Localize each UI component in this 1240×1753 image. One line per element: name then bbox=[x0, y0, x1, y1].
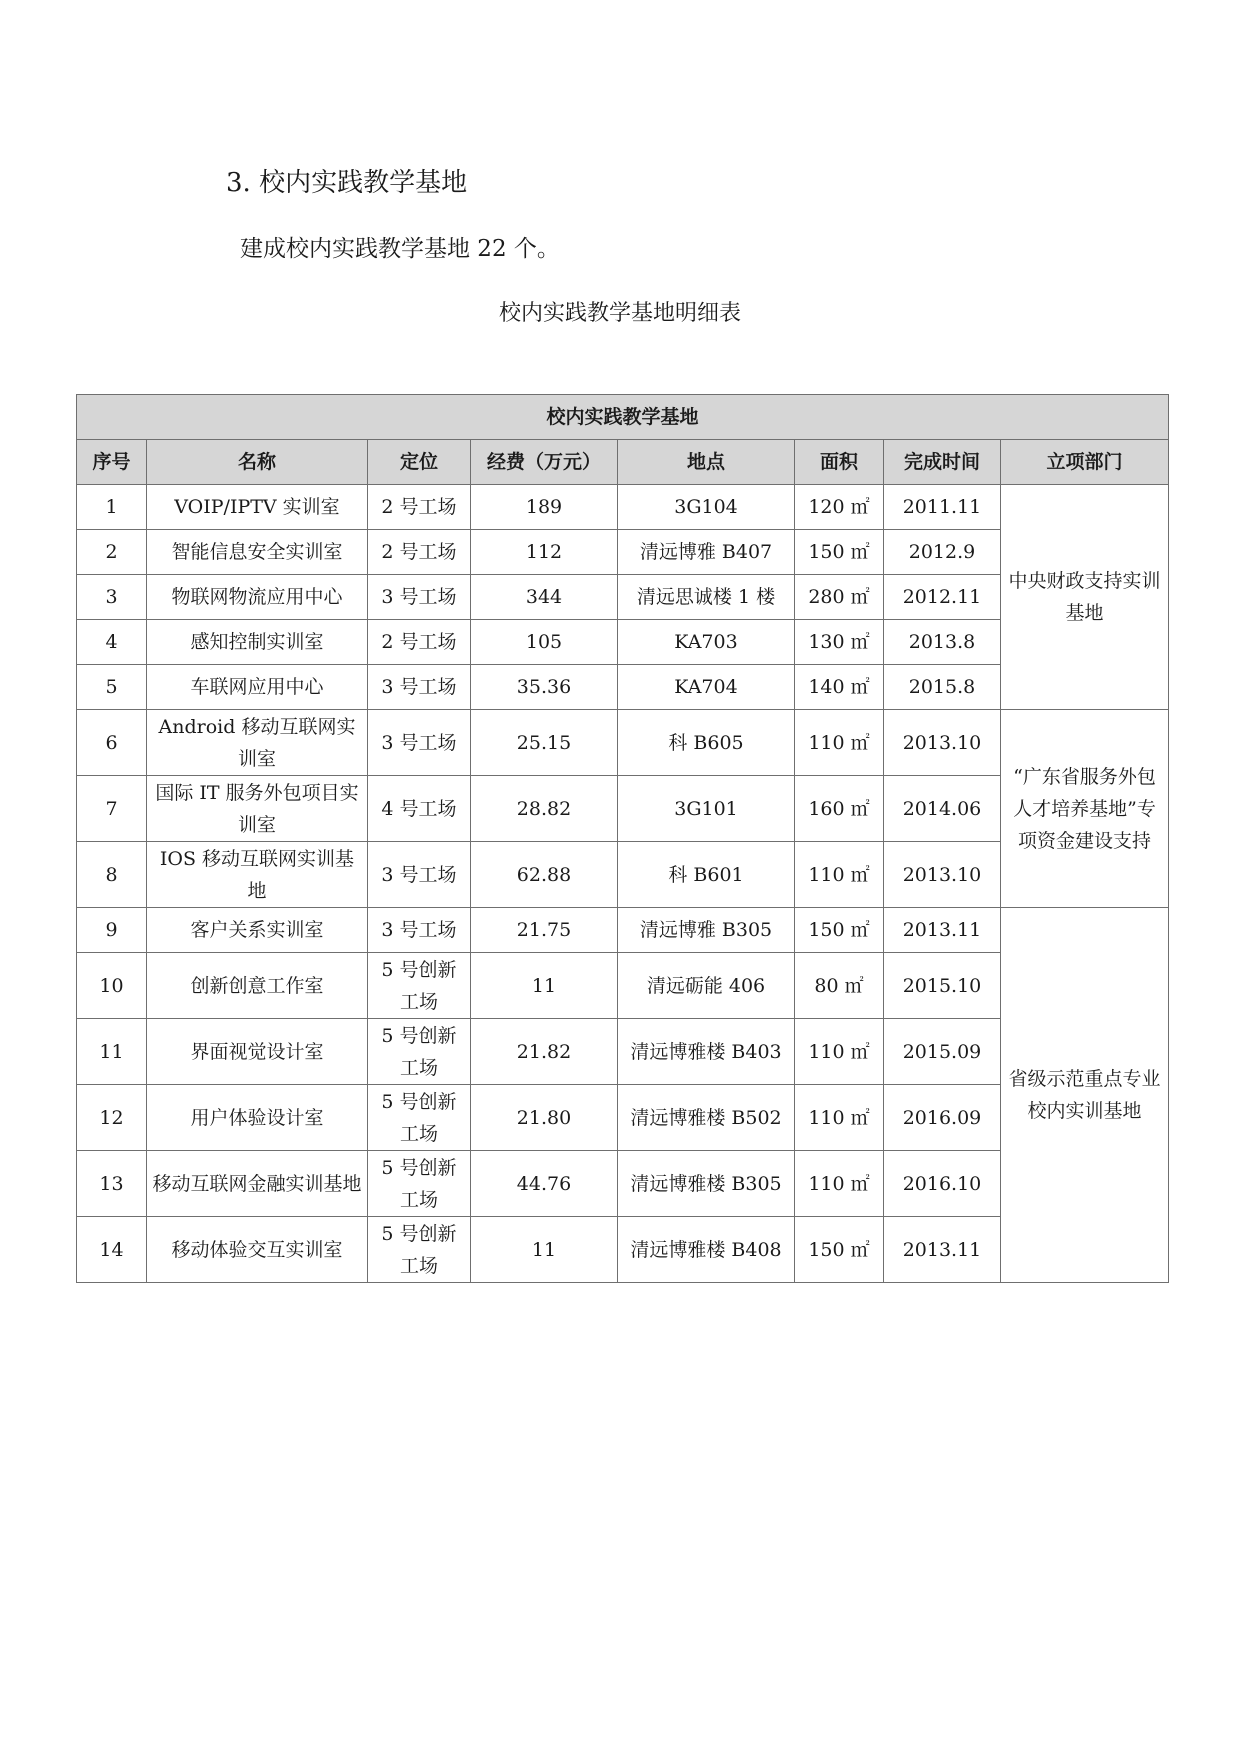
cell-location: 清远博雅 B305 bbox=[618, 908, 795, 953]
cell-no: 9 bbox=[77, 908, 147, 953]
cell-no: 10 bbox=[77, 953, 147, 1019]
col-header-position: 定位 bbox=[368, 440, 471, 485]
cell-fund: 21.75 bbox=[471, 908, 618, 953]
cell-location: 3G101 bbox=[618, 776, 795, 842]
cell-position: 5 号创新工场 bbox=[368, 1217, 471, 1283]
cell-position: 3 号工场 bbox=[368, 665, 471, 710]
cell-no: 12 bbox=[77, 1085, 147, 1151]
cell-fund: 21.82 bbox=[471, 1019, 618, 1085]
cell-department: 中央财政支持实训基地 bbox=[1001, 485, 1169, 710]
cell-no: 8 bbox=[77, 842, 147, 908]
cell-location: KA704 bbox=[618, 665, 795, 710]
col-header-location: 地点 bbox=[618, 440, 795, 485]
cell-fund: 11 bbox=[471, 953, 618, 1019]
cell-area: 150 ㎡ bbox=[795, 908, 884, 953]
cell-date: 2015.09 bbox=[884, 1019, 1001, 1085]
cell-name: 车联网应用中心 bbox=[147, 665, 368, 710]
cell-name: 物联网物流应用中心 bbox=[147, 575, 368, 620]
cell-date: 2012.11 bbox=[884, 575, 1001, 620]
cell-name: 感知控制实训室 bbox=[147, 620, 368, 665]
cell-name: IOS 移动互联网实训基地 bbox=[147, 842, 368, 908]
cell-fund: 112 bbox=[471, 530, 618, 575]
cell-location: 清远博雅楼 B403 bbox=[618, 1019, 795, 1085]
cell-area: 140 ㎡ bbox=[795, 665, 884, 710]
cell-fund: 25.15 bbox=[471, 710, 618, 776]
cell-date: 2013.10 bbox=[884, 710, 1001, 776]
col-header-fund: 经费（万元） bbox=[471, 440, 618, 485]
cell-location: 科 B601 bbox=[618, 842, 795, 908]
cell-date: 2015.10 bbox=[884, 953, 1001, 1019]
cell-area: 110 ㎡ bbox=[795, 1085, 884, 1151]
cell-area: 110 ㎡ bbox=[795, 1019, 884, 1085]
table-title: 校内实践教学基地 bbox=[77, 395, 1169, 440]
cell-date: 2011.11 bbox=[884, 485, 1001, 530]
cell-location: 清远砺能 406 bbox=[618, 953, 795, 1019]
cell-position: 3 号工场 bbox=[368, 575, 471, 620]
cell-no: 4 bbox=[77, 620, 147, 665]
col-header-date: 完成时间 bbox=[884, 440, 1001, 485]
practice-base-table bbox=[76, 394, 1169, 1283]
cell-no: 1 bbox=[77, 485, 147, 530]
cell-position: 5 号创新工场 bbox=[368, 1019, 471, 1085]
cell-position: 5 号创新工场 bbox=[368, 1085, 471, 1151]
cell-no: 2 bbox=[77, 530, 147, 575]
cell-name: 客户关系实训室 bbox=[147, 908, 368, 953]
section-heading: 3. 校内实践教学基地 bbox=[226, 168, 468, 198]
cell-position: 2 号工场 bbox=[368, 530, 471, 575]
intro-text: 建成校内实践教学基地 22 个。 bbox=[240, 236, 560, 262]
cell-area: 280 ㎡ bbox=[795, 575, 884, 620]
cell-name: 界面视觉设计室 bbox=[147, 1019, 368, 1085]
cell-date: 2013.11 bbox=[884, 1217, 1001, 1283]
cell-fund: 189 bbox=[471, 485, 618, 530]
cell-date: 2015.8 bbox=[884, 665, 1001, 710]
cell-fund: 28.82 bbox=[471, 776, 618, 842]
cell-name: Android 移动互联网实训室 bbox=[147, 710, 368, 776]
cell-date: 2013.11 bbox=[884, 908, 1001, 953]
cell-position: 4 号工场 bbox=[368, 776, 471, 842]
cell-date: 2016.10 bbox=[884, 1151, 1001, 1217]
cell-fund: 105 bbox=[471, 620, 618, 665]
table-caption: 校内实践教学基地明细表 bbox=[498, 301, 741, 326]
cell-date: 2014.06 bbox=[884, 776, 1001, 842]
col-header-area: 面积 bbox=[795, 440, 884, 485]
cell-position: 5 号创新工场 bbox=[368, 953, 471, 1019]
cell-position: 3 号工场 bbox=[368, 842, 471, 908]
cell-no: 13 bbox=[77, 1151, 147, 1217]
cell-name: 国际 IT 服务外包项目实训室 bbox=[147, 776, 368, 842]
cell-location: 3G104 bbox=[618, 485, 795, 530]
cell-position: 3 号工场 bbox=[368, 908, 471, 953]
cell-fund: 44.76 bbox=[471, 1151, 618, 1217]
cell-location: 清远博雅楼 B408 bbox=[618, 1217, 795, 1283]
cell-no: 6 bbox=[77, 710, 147, 776]
cell-date: 2013.10 bbox=[884, 842, 1001, 908]
cell-area: 110 ㎡ bbox=[795, 1151, 884, 1217]
table-row bbox=[77, 908, 1169, 953]
cell-location: 清远博雅楼 B305 bbox=[618, 1151, 795, 1217]
cell-location: 清远博雅楼 B502 bbox=[618, 1085, 795, 1151]
cell-position: 2 号工场 bbox=[368, 485, 471, 530]
cell-area: 110 ㎡ bbox=[795, 710, 884, 776]
cell-position: 5 号创新工场 bbox=[368, 1151, 471, 1217]
cell-department: 省级示范重点专业校内实训基地 bbox=[1001, 908, 1169, 1283]
cell-fund: 11 bbox=[471, 1217, 618, 1283]
cell-no: 7 bbox=[77, 776, 147, 842]
cell-position: 2 号工场 bbox=[368, 620, 471, 665]
cell-no: 11 bbox=[77, 1019, 147, 1085]
cell-name: VOIP/IPTV 实训室 bbox=[147, 485, 368, 530]
cell-fund: 35.36 bbox=[471, 665, 618, 710]
cell-location: KA703 bbox=[618, 620, 795, 665]
cell-name: 用户体验设计室 bbox=[147, 1085, 368, 1151]
cell-location: 清远博雅 B407 bbox=[618, 530, 795, 575]
col-header-name: 名称 bbox=[147, 440, 368, 485]
cell-name: 创新创意工作室 bbox=[147, 953, 368, 1019]
cell-area: 160 ㎡ bbox=[795, 776, 884, 842]
cell-location: 清远思诚楼 1 楼 bbox=[618, 575, 795, 620]
cell-date: 2016.09 bbox=[884, 1085, 1001, 1151]
cell-area: 150 ㎡ bbox=[795, 530, 884, 575]
cell-date: 2013.8 bbox=[884, 620, 1001, 665]
cell-no: 3 bbox=[77, 575, 147, 620]
cell-no: 14 bbox=[77, 1217, 147, 1283]
cell-name: 移动互联网金融实训基地 bbox=[147, 1151, 368, 1217]
cell-area: 150 ㎡ bbox=[795, 1217, 884, 1283]
cell-area: 110 ㎡ bbox=[795, 842, 884, 908]
cell-no: 5 bbox=[77, 665, 147, 710]
cell-area: 80 ㎡ bbox=[795, 953, 884, 1019]
table-row bbox=[77, 485, 1169, 530]
cell-department: “广东省服务外包人才培养基地”专项资金建设支持 bbox=[1001, 710, 1169, 908]
col-header-department: 立项部门 bbox=[1001, 440, 1169, 485]
cell-fund: 344 bbox=[471, 575, 618, 620]
cell-location: 科 B605 bbox=[618, 710, 795, 776]
cell-name: 智能信息安全实训室 bbox=[147, 530, 368, 575]
cell-fund: 21.80 bbox=[471, 1085, 618, 1151]
col-header-no: 序号 bbox=[77, 440, 147, 485]
cell-area: 120 ㎡ bbox=[795, 485, 884, 530]
cell-fund: 62.88 bbox=[471, 842, 618, 908]
cell-name: 移动体验交互实训室 bbox=[147, 1217, 368, 1283]
table-row bbox=[77, 710, 1169, 776]
cell-area: 130 ㎡ bbox=[795, 620, 884, 665]
cell-position: 3 号工场 bbox=[368, 710, 471, 776]
cell-date: 2012.9 bbox=[884, 530, 1001, 575]
